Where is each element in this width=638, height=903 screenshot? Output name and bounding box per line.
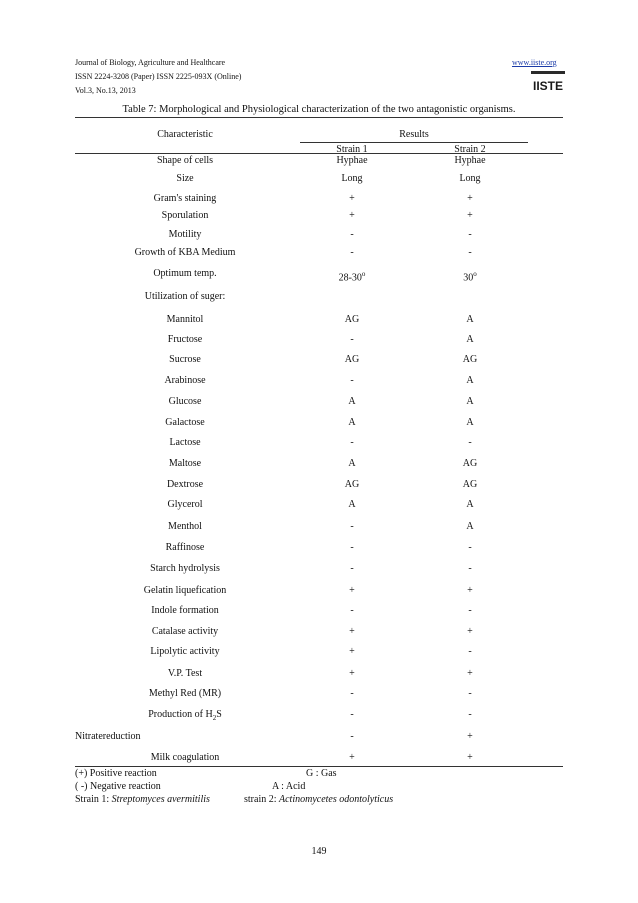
cell-value: - bbox=[350, 334, 354, 345]
strain1-value bbox=[307, 479, 397, 491]
cell-value: A bbox=[348, 458, 356, 469]
cell-value: A bbox=[348, 396, 356, 407]
strain1-value bbox=[307, 731, 397, 743]
col-header-characteristic: Characteristic bbox=[157, 129, 213, 140]
cell-value: + bbox=[467, 585, 473, 596]
row-label: Raffinose bbox=[165, 542, 205, 553]
row-label: Galactose bbox=[165, 417, 205, 428]
strain2-value bbox=[425, 731, 515, 743]
cell-value: AG bbox=[462, 354, 478, 365]
page-number: 149 bbox=[311, 846, 327, 857]
row-label: Size bbox=[176, 173, 194, 184]
cell-value: Long bbox=[459, 173, 481, 184]
strain2-value bbox=[425, 709, 515, 721]
cell-value: + bbox=[467, 626, 473, 637]
strain2-value bbox=[425, 605, 515, 617]
cell-value: AG bbox=[462, 458, 478, 469]
row-label: Milk coagulation bbox=[150, 752, 220, 763]
col-header-strain1: Strain 1 bbox=[336, 144, 368, 155]
cell-value: - bbox=[468, 646, 472, 657]
strain1-value bbox=[307, 499, 397, 511]
strain2-value bbox=[425, 354, 515, 366]
cell-value: - bbox=[468, 229, 472, 240]
cell-value: Long bbox=[341, 173, 363, 184]
strain1-prefix: Strain 1: bbox=[75, 794, 112, 805]
journal-volume: Vol.3, No.13, 2013 bbox=[75, 86, 136, 95]
cell-value: 30 bbox=[463, 272, 474, 284]
strain1-value bbox=[307, 646, 397, 658]
row-label: Lipolytic activity bbox=[150, 646, 220, 657]
row-label: Catalase activity bbox=[151, 626, 219, 637]
strain1-value bbox=[307, 688, 397, 700]
strain1-value bbox=[307, 458, 397, 470]
strain2-value bbox=[425, 542, 515, 554]
cell-value: + bbox=[349, 752, 355, 763]
cell-value: - bbox=[350, 247, 354, 258]
cell-value: - bbox=[350, 375, 354, 386]
cell-value: + bbox=[467, 668, 473, 679]
caption-rule bbox=[75, 117, 563, 118]
strain2-name: Actinomycetes odontolyticus bbox=[279, 794, 394, 805]
row-label: Motility bbox=[168, 229, 202, 240]
cell-value: + bbox=[349, 210, 355, 221]
row-label: Mannitol bbox=[166, 314, 204, 325]
row-label: Fructose bbox=[167, 334, 203, 345]
header-rule bbox=[75, 153, 563, 154]
strain1-value bbox=[307, 752, 397, 764]
cell-value: A bbox=[348, 417, 356, 428]
cell-value: - bbox=[350, 229, 354, 240]
cell-value: A bbox=[466, 375, 474, 386]
row-label: Growth of KBA Medium bbox=[134, 247, 236, 258]
strain2-value bbox=[425, 229, 515, 241]
table-caption: Table 7: Morphological and Physiological characterization of the two antagonistic organisms. bbox=[122, 104, 516, 115]
strain2-value bbox=[425, 268, 515, 284]
strain1-value bbox=[307, 585, 397, 597]
row-label bbox=[95, 709, 275, 724]
cell-value: A bbox=[466, 396, 474, 407]
cell-value: - bbox=[468, 563, 472, 574]
strain1-value bbox=[307, 229, 397, 241]
strain2-value bbox=[425, 247, 515, 259]
footnote-strain1 bbox=[75, 794, 210, 806]
cell-value: AG bbox=[344, 354, 360, 365]
row-label: Glycerol bbox=[167, 499, 203, 510]
cell-value: 28-30 bbox=[338, 272, 362, 284]
strain2-value bbox=[425, 626, 515, 638]
cell-value: A bbox=[466, 521, 474, 532]
row-label: Glucose bbox=[168, 396, 202, 407]
row-label: Arabinose bbox=[164, 375, 206, 386]
row-label: Optimum temp. bbox=[153, 268, 217, 279]
cell-value: - bbox=[350, 563, 354, 574]
strain1-value bbox=[307, 417, 397, 429]
row-label: Indole formation bbox=[151, 605, 219, 616]
row-label: Dextrose bbox=[166, 479, 204, 490]
cell-value: - bbox=[468, 247, 472, 258]
cell-value: - bbox=[468, 709, 472, 720]
row-label: Maltose bbox=[168, 458, 202, 469]
strain2-value bbox=[425, 193, 515, 205]
row-label: Starch hydrolysis bbox=[150, 563, 220, 574]
strain1-value bbox=[307, 334, 397, 346]
cell-value: + bbox=[349, 668, 355, 679]
col-header-strain2: Strain 2 bbox=[454, 144, 486, 155]
row-label: Gelatin liquefication bbox=[143, 585, 227, 596]
strain1-value bbox=[307, 375, 397, 387]
cell-value: + bbox=[467, 752, 473, 763]
cell-value: - bbox=[468, 542, 472, 553]
strain1-value bbox=[307, 437, 397, 449]
row-label-subscript: 2 bbox=[212, 714, 217, 722]
cell-value: AG bbox=[462, 479, 478, 490]
cell-value: + bbox=[349, 626, 355, 637]
strain1-value bbox=[307, 210, 397, 222]
cell-value: A bbox=[466, 314, 474, 325]
strain1-value bbox=[307, 563, 397, 575]
footnote-gas: G : Gas bbox=[306, 768, 337, 779]
row-label: Shape of cells bbox=[156, 155, 214, 166]
strain2-prefix: strain 2: bbox=[244, 794, 279, 805]
strain1-value bbox=[307, 542, 397, 554]
strain2-value bbox=[425, 334, 515, 346]
strain1-value bbox=[307, 314, 397, 326]
row-label: Lactose bbox=[169, 437, 201, 448]
cell-value: - bbox=[350, 521, 354, 532]
iiste-logo bbox=[530, 70, 566, 94]
cell-value: - bbox=[468, 605, 472, 616]
row-label: Sucrose bbox=[169, 354, 201, 365]
strain2-value bbox=[425, 437, 515, 449]
strain1-value bbox=[307, 668, 397, 680]
cell-value: - bbox=[350, 605, 354, 616]
col-header-results: Results bbox=[399, 129, 429, 140]
row-label: Menthol bbox=[168, 521, 202, 532]
cell-value: + bbox=[467, 731, 473, 742]
cell-value: + bbox=[349, 193, 355, 204]
strain2-value bbox=[425, 668, 515, 680]
cell-value: + bbox=[349, 585, 355, 596]
logo-text: IISTE bbox=[532, 79, 564, 93]
degree-superscript: o bbox=[473, 270, 477, 278]
strain2-value bbox=[425, 585, 515, 597]
cell-value: - bbox=[468, 688, 472, 699]
strain2-value bbox=[425, 173, 515, 185]
journal-url[interactable]: www.iiste.org bbox=[512, 58, 557, 67]
strain1-value bbox=[307, 605, 397, 617]
strain1-value bbox=[307, 396, 397, 408]
cell-value: + bbox=[349, 646, 355, 657]
row-label: Utilization of suger: bbox=[144, 291, 226, 302]
journal-issn: ISSN 2224-3208 (Paper) ISSN 2225-093X (Online) bbox=[75, 72, 242, 81]
cell-value: - bbox=[350, 437, 354, 448]
strain1-value bbox=[307, 155, 397, 167]
cell-value: AG bbox=[344, 314, 360, 325]
strain1-value bbox=[307, 709, 397, 721]
cell-value: A bbox=[348, 499, 356, 510]
cell-value: - bbox=[350, 731, 354, 742]
strain2-value bbox=[425, 688, 515, 700]
strain2-value bbox=[425, 479, 515, 491]
table-bottom-rule bbox=[75, 766, 563, 767]
strain1-name: Streptomyces avermitilis bbox=[111, 794, 210, 805]
row-label-text: Production of H bbox=[148, 709, 213, 720]
strain1-value bbox=[307, 521, 397, 533]
strain2-value bbox=[425, 458, 515, 470]
footnote-acid: A : Acid bbox=[272, 781, 306, 792]
strain1-value bbox=[307, 626, 397, 638]
cell-value: A bbox=[466, 417, 474, 428]
strain1-value bbox=[307, 354, 397, 366]
footnote-negative: ( -) Negative reaction bbox=[75, 781, 161, 792]
cell-value: - bbox=[468, 437, 472, 448]
cell-value: AG bbox=[344, 479, 360, 490]
strain1-value bbox=[307, 193, 397, 205]
strain1-value bbox=[307, 173, 397, 185]
cell-value: Hyphae bbox=[454, 155, 486, 166]
row-label: Gram's staining bbox=[153, 193, 217, 204]
strain2-value bbox=[425, 563, 515, 575]
cell-value: A bbox=[466, 334, 474, 345]
results-rule bbox=[300, 142, 528, 143]
strain2-value bbox=[425, 396, 515, 408]
strain2-value bbox=[425, 417, 515, 429]
strain2-value bbox=[425, 499, 515, 511]
cell-value: + bbox=[467, 210, 473, 221]
strain1-value bbox=[307, 268, 397, 284]
row-label: Methyl Red (MR) bbox=[148, 688, 222, 699]
cell-value: - bbox=[350, 542, 354, 553]
cell-value: + bbox=[467, 193, 473, 204]
cell-value: - bbox=[350, 709, 354, 720]
row-label-tail: S bbox=[216, 709, 222, 720]
journal-title: Journal of Biology, Agriculture and Healthcare bbox=[75, 58, 226, 67]
row-label: Sporulation bbox=[161, 210, 209, 221]
strain2-value bbox=[425, 210, 515, 222]
row-label: V.P. Test bbox=[167, 668, 203, 679]
footnote-positive: (+) Positive reaction bbox=[75, 768, 157, 779]
cell-value: - bbox=[350, 688, 354, 699]
strain2-value bbox=[425, 375, 515, 387]
strain2-value bbox=[425, 155, 515, 167]
strain1-value bbox=[307, 247, 397, 259]
strain2-value bbox=[425, 521, 515, 533]
row-label: Nitratereduction bbox=[75, 731, 141, 742]
footnote-strain2 bbox=[244, 794, 393, 806]
strain2-value bbox=[425, 646, 515, 658]
degree-superscript: o bbox=[361, 270, 366, 278]
strain2-value bbox=[425, 314, 515, 326]
strain2-value bbox=[425, 752, 515, 764]
cell-value: Hyphae bbox=[336, 155, 368, 166]
cell-value: A bbox=[466, 499, 474, 510]
